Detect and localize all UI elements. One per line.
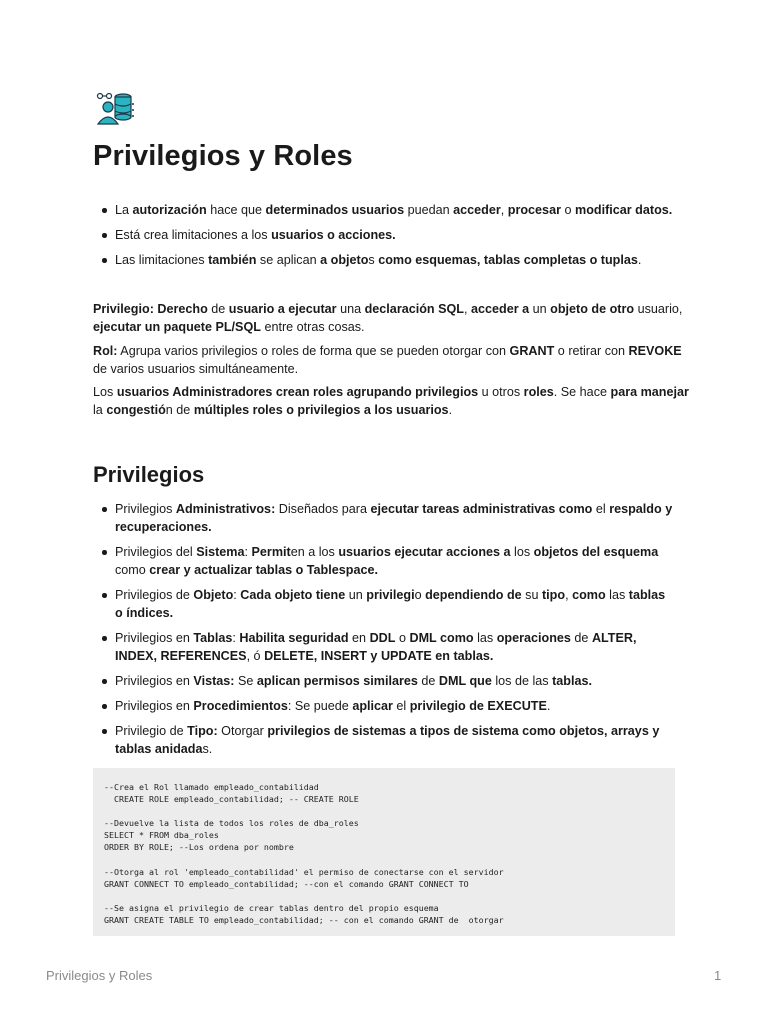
text-run: Privilegios en — [115, 631, 194, 645]
list-item — [93, 500, 673, 536]
text-run: roles — [523, 385, 554, 399]
intro-list — [93, 201, 693, 276]
database-user-icon — [95, 92, 135, 126]
text-run: tablas o índices. — [115, 588, 666, 620]
text-run: : — [233, 588, 241, 602]
text-run: la — [93, 403, 107, 417]
list-item — [93, 226, 693, 244]
text-run: Habilita seguridad — [239, 631, 349, 645]
text-run: Diseñados para — [275, 502, 371, 516]
list-item — [93, 697, 673, 715]
text-run: entre otras cosas. — [260, 320, 365, 334]
text-run: . Se hace — [553, 385, 611, 399]
text-run: . — [637, 253, 642, 267]
text-run: un — [345, 588, 367, 602]
text-run: para manejar — [610, 385, 689, 399]
text-run: Privilegios en — [115, 674, 194, 688]
text-run: Cada objeto tiene — [240, 588, 346, 602]
text-run: los — [510, 545, 534, 559]
privileges-list — [93, 500, 673, 765]
text-run: DELETE, INSERT y UPDATE en tablas. — [264, 649, 494, 663]
text-run: s. — [202, 742, 213, 756]
text-run: las — [605, 588, 629, 602]
text-run: de — [417, 674, 439, 688]
text-run: operaciones — [496, 631, 571, 645]
text-run: respaldo y recuperaciones. — [115, 502, 673, 534]
list-item — [93, 672, 673, 690]
text-run: autorización — [132, 203, 207, 217]
text-run: Los — [93, 385, 117, 399]
text-run: Otorgar — [217, 724, 268, 738]
text-run: , — [464, 302, 471, 316]
footer-title: Privilegios y Roles — [46, 968, 153, 983]
text-run: s — [368, 253, 379, 267]
text-run: : — [232, 631, 240, 645]
text-run: Administrativos: — [175, 502, 276, 516]
text-run: , — [565, 588, 573, 602]
text-run: Agrupa varios privilegios o roles de forma que se pueden otorgar con — [117, 344, 510, 358]
text-run: en — [348, 631, 370, 645]
text-run: DDL — [369, 631, 396, 645]
text-run: , ó — [246, 649, 265, 663]
text-run: como — [115, 563, 150, 577]
text-run: Tablas — [193, 631, 233, 645]
text-run: o — [560, 203, 575, 217]
text-run: determinados usuarios — [265, 203, 405, 217]
text-run: usuarios Administradores crean roles agrupando privilegios — [116, 385, 479, 399]
text-run: aplicar — [352, 699, 393, 713]
text-run: usuarios ejecutar acciones a — [338, 545, 511, 559]
text-run: Procedimientos — [193, 699, 288, 713]
text-run: REVOKE — [628, 344, 682, 358]
text-run: también — [208, 253, 257, 267]
text-run: Las limitaciones — [115, 253, 209, 267]
list-item — [93, 586, 673, 622]
text-run: ejecutar un paquete PL/SQL — [93, 320, 261, 334]
text-run: Sistema — [196, 545, 245, 559]
text-run: Permit — [251, 545, 291, 559]
definition-rol — [93, 342, 693, 378]
text-run: el — [392, 699, 410, 713]
text-run: , — [500, 203, 508, 217]
text-run: usuarios o acciones. — [271, 228, 396, 242]
text-run: Privilegio de — [115, 724, 188, 738]
text-run: una — [336, 302, 365, 316]
text-run: tablas. — [552, 674, 592, 688]
text-run: tipo — [541, 588, 566, 602]
definition-privilegio — [93, 300, 693, 336]
text-run: privilegi — [366, 588, 415, 602]
text-run: puedan — [404, 203, 454, 217]
text-run: múltiples roles o privilegios a los usuarios — [193, 403, 449, 417]
text-run: dependiendo de — [425, 588, 522, 602]
text-run: declaración SQL — [364, 302, 464, 316]
text-run: privilegios de sistemas a tipos de sistema como objetos, arrays y tablas anidada — [115, 724, 660, 756]
list-item — [93, 201, 693, 219]
text-run: : Se puede — [287, 699, 353, 713]
text-run: a objeto — [320, 253, 369, 267]
text-run: procesar — [507, 203, 561, 217]
text-run: n de — [165, 403, 194, 417]
text-run: acceder a — [471, 302, 530, 316]
text-run: Está crea limitaciones a los — [115, 228, 272, 242]
text-run: crear y actualizar tablas o Tablespace. — [149, 563, 378, 577]
list-item — [93, 629, 673, 665]
text-run: Privilegios en — [115, 699, 194, 713]
text-run: los de las — [491, 674, 553, 688]
text-run: aplican permisos similares — [256, 674, 418, 688]
text-run: usuario, — [634, 302, 683, 316]
text-run: congestió — [106, 403, 166, 417]
text-run: modificar datos. — [575, 203, 673, 217]
text-run: ALTER, INDEX, REFERENCES — [115, 631, 637, 663]
text-run: DML como — [409, 631, 474, 645]
text-run: Rol: — [93, 344, 118, 358]
text-run: o — [395, 631, 410, 645]
text-run: Privilegios del — [115, 545, 197, 559]
page-title: Privilegios y Roles — [93, 140, 353, 172]
text-run: o retirar con — [554, 344, 629, 358]
text-run: Privilegio: Derecho — [93, 302, 208, 316]
code-block — [93, 768, 675, 936]
list-item — [93, 543, 673, 579]
text-run: de — [207, 302, 229, 316]
text-run: hace que — [206, 203, 266, 217]
text-run: de — [570, 631, 592, 645]
text-run: Privilegios — [115, 502, 176, 516]
text-run: un — [529, 302, 551, 316]
text-run: Privilegios de — [115, 588, 194, 602]
text-run: La — [115, 203, 133, 217]
text-run: u otros — [478, 385, 524, 399]
text-run: en a los — [290, 545, 339, 559]
text-run: usuario a ejecutar — [228, 302, 337, 316]
text-run: Se — [234, 674, 257, 688]
section-heading: Privilegios — [93, 462, 205, 487]
text-run: el — [592, 502, 610, 516]
text-run: objetos del esquema — [533, 545, 659, 559]
text-run: Objeto — [193, 588, 234, 602]
text-run: DML que — [438, 674, 492, 688]
text-run: como — [572, 588, 606, 602]
text-run: : — [244, 545, 252, 559]
text-run: privilegio de EXECUTE — [409, 699, 547, 713]
text-run: acceder — [453, 203, 501, 217]
list-item — [93, 251, 693, 269]
text-run: de varios usuarios simultáneamente. — [93, 362, 299, 376]
text-run: GRANT — [509, 344, 555, 358]
list-item — [93, 722, 673, 758]
text-run: . — [546, 699, 551, 713]
text-run: o — [414, 588, 426, 602]
text-run: como esquemas, tablas completas o tuplas — [378, 253, 638, 267]
page-number: 1 — [714, 968, 722, 983]
paragraph-administradores — [93, 383, 693, 419]
text-run: Tipo: — [187, 724, 218, 738]
text-run: . — [448, 403, 453, 417]
text-run: su — [521, 588, 542, 602]
text-run: objeto de otro — [550, 302, 635, 316]
text-run: Vistas: — [193, 674, 235, 688]
text-run: las — [473, 631, 497, 645]
text-run: ejecutar tareas administrativas como — [370, 502, 593, 516]
code-text: --Crea el Rol llamado empleado_contabilidad CREATE ROLE empleado_contabilidad; -- CREATE ROLE --Devuelve la lista de todos los roles de dba_roles SELECT * FROM dba_roles ORDER BY ROLE; --Los ordena por nombre --Otorga al rol 'empleado_contabilidad' el permiso de conectarse con el servidor GRANT CONNECT TO empleado_contabilidad; --con el comando GRANT CONNECT TO --Se asigna el privilegio de crear tablas dentro del propio esquema GRANT CREATE TABLE TO empleado_contabilidad; -- con el comando GRANT de otorgar — [104, 782, 504, 926]
text-run: se aplican — [256, 253, 321, 267]
